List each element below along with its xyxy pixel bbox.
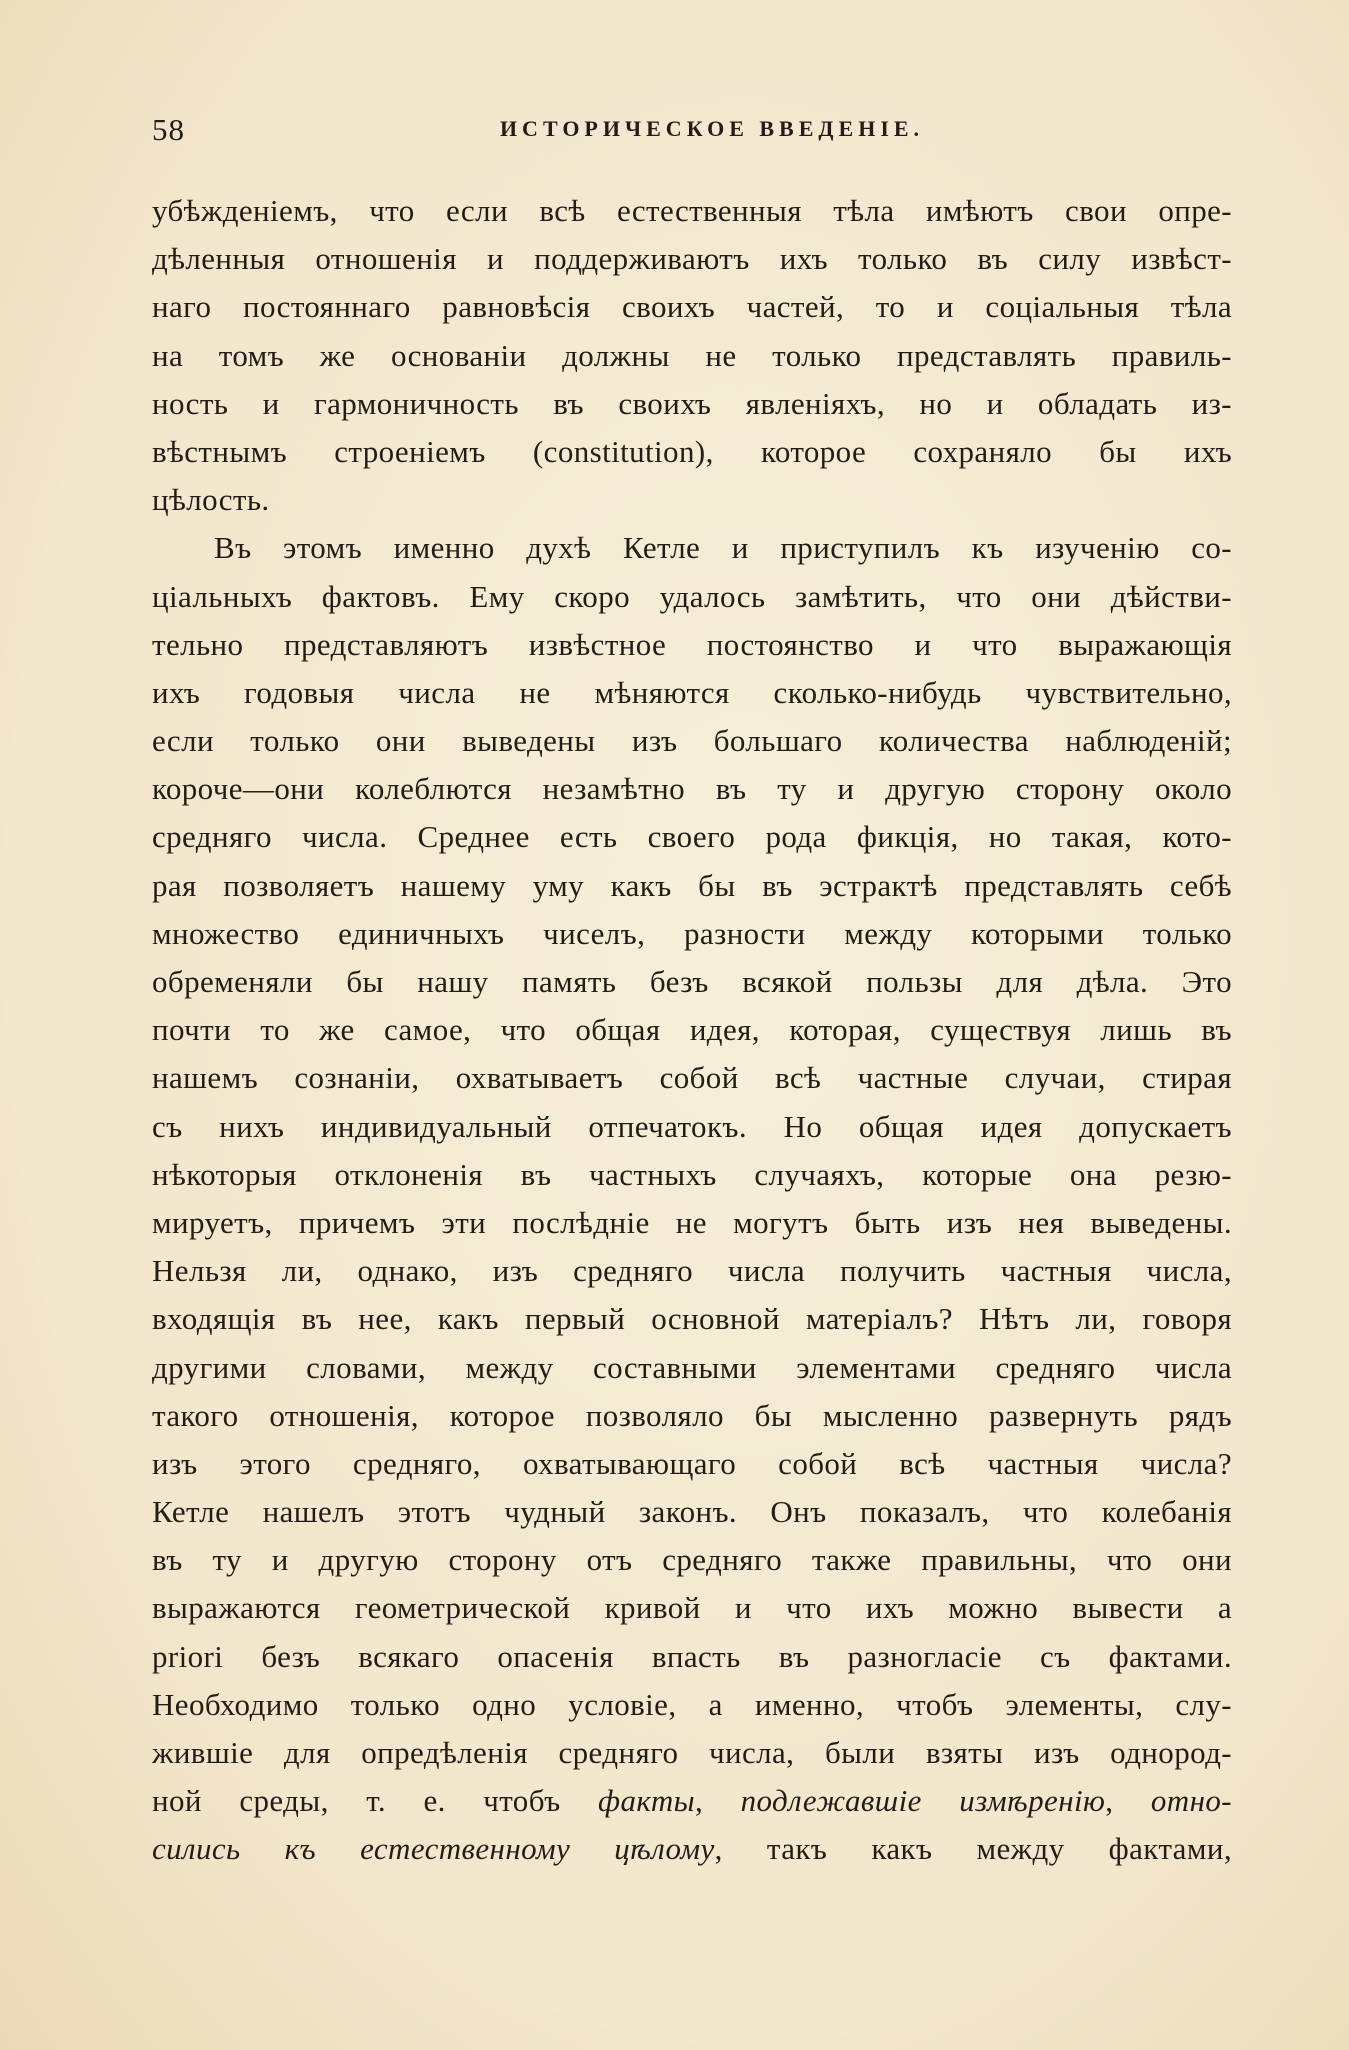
paragraph-2 — [152, 524, 1232, 1873]
paragraph-1 — [152, 187, 1232, 524]
text-line: въ ту и другую сторону отъ средняго также правильны, что они — [152, 1542, 1232, 1578]
text-line: рая позволяетъ нашему уму какъ бы въ эстрактѣ представлять себѣ — [152, 867, 1232, 903]
text-line: мируетъ, причемъ эти послѣдніе не могутъ быть изъ нея выведены. — [152, 1204, 1232, 1240]
text-line: жившіе для опредѣленія средняго числа, были взяты изъ однород- — [152, 1735, 1232, 1770]
text-line: на томъ же основаніи должны не только представлять правиль- — [152, 337, 1232, 373]
text-line: средняго числа. Среднее есть своего рода фикція, но такая, кото- — [152, 819, 1232, 855]
text-line: Въ этомъ именно духѣ Кетле и приступилъ къ изученію со- — [214, 530, 1232, 566]
text-line: входящія въ нее, какъ первый основной матеріалъ? Нѣтъ ли, говоря — [152, 1301, 1232, 1337]
text-line: ихъ годовыя числа не мѣняются сколько-нибудь чувствительно, — [152, 674, 1232, 710]
text-line: Нельзя ли, однако, изъ средняго числа получить частныя числа, — [152, 1253, 1232, 1289]
text-line: почти то же самое, что общая идея, которая, существуя лишь въ — [152, 1012, 1232, 1048]
text-line: тельно представляютъ извѣстное постоянство и что выражающія — [152, 626, 1232, 662]
page-header — [152, 112, 1232, 156]
text-line: priori безъ всякаго опасенія впасть въ разногласіе съ фактами. — [152, 1638, 1232, 1674]
text-line-mixed — [152, 1825, 1232, 1873]
italic-text: факты — [598, 1783, 696, 1819]
text-line: наго постояннаго равновѣсія своихъ частей, то и соціальныя тѣла — [152, 289, 1232, 325]
italic-text: подлежавшіе измѣренію — [740, 1783, 1106, 1819]
text-line: изъ этого средняго, охватывающаго собой всѣ частныя числа? — [152, 1445, 1232, 1481]
text-line: ность и гармоничность въ своихъ явленіяхъ, но и обладать из- — [152, 385, 1232, 421]
italic-text: сились къ естественному цѣлому — [152, 1831, 715, 1867]
text-line: обременяли бы нашу память безъ всякой пользы для дѣла. Это — [152, 964, 1232, 999]
page-number: 58 — [152, 112, 185, 147]
text-line: цѣлость. — [152, 482, 270, 518]
text-line: Необходимо только одно условіе, а именно, чтобъ элементы, слу- — [152, 1686, 1232, 1722]
running-head: ИСТОРИЧЕСКОЕ ВВЕДЕНІЕ. — [499, 116, 925, 141]
text-line: такого отношенія, которое позволяло бы мысленно развернуть рядъ — [152, 1397, 1232, 1433]
italic-text: отно- — [1150, 1783, 1232, 1819]
text-line: если только они выведены изъ большаго количества наблюденій; — [152, 723, 1232, 759]
text-line: множество единичныхъ чиселъ, разности между которыми только — [152, 915, 1232, 951]
text-line: дѣленныя отношенія и поддерживаютъ ихъ только въ силу извѣст- — [152, 241, 1232, 277]
text-line: нѣкоторыя отклоненія въ частныхъ случаяхъ, которые она резю- — [152, 1156, 1232, 1192]
text-line: съ нихъ индивидуальный отпечатокъ. Но общая идея допускаетъ — [152, 1108, 1232, 1144]
line-text: ной среды, т. е. чтобъ — [152, 1783, 599, 1819]
text-line: убѣжденіемъ, что если всѣ естественныя тѣла имѣютъ свои опре- — [152, 193, 1232, 228]
body-text — [152, 187, 1232, 1874]
text-line: короче—они колеблются незамѣтно въ ту и другую сторону около — [152, 771, 1232, 807]
text-line: выражаются геометрической кривой и что ихъ можно вывести а — [152, 1590, 1232, 1626]
text-line: ціальныхъ фактовъ. Ему скоро удалось замѣтить, что они дѣйстви- — [152, 578, 1232, 614]
text-line: другими словами, между составными элементами средняго числа — [152, 1349, 1232, 1385]
text-line: вѣстнымъ строеніемъ (constitution), которое сохраняло бы ихъ — [152, 433, 1232, 469]
text-line: нашемъ сознаніи, охватываетъ собой всѣ частные случаи, стирая — [152, 1060, 1232, 1096]
line-text: , — [695, 1783, 741, 1819]
text-line: Кетле нашелъ этотъ чудный законъ. Онъ показалъ, что колебанія — [152, 1494, 1232, 1530]
text-line-mixed — [152, 1777, 1232, 1825]
line-text: , — [1105, 1783, 1151, 1819]
line-text: , такъ какъ между фактами, — [714, 1831, 1232, 1867]
